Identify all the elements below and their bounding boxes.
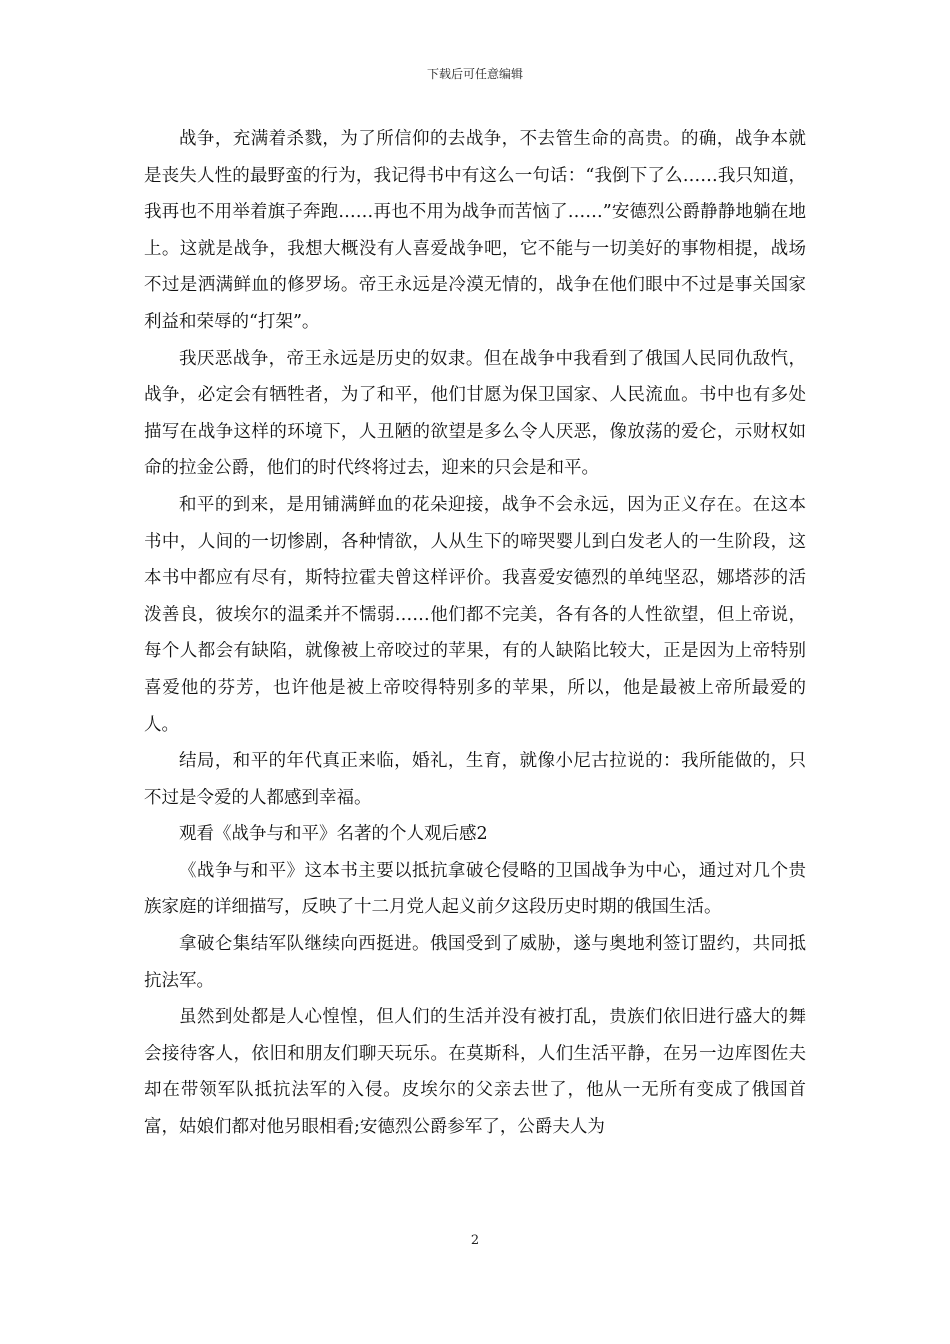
paragraph-1: 战争，充满着杀戮，为了所信仰的去战争，不去管生命的高贵。的确，战争本就是丧失人性的最野蛮的行为，我记得书中有这么一句话：“我倒下了么……我只知道，我再也不用举着旗子奔跑……再也不用为战争而苦恼了……”安德烈公爵静静地躺在地上。这就是战争，我想大概没有人喜爱战争吧，它不能与一切美好的事物相提，战场不过是洒满鲜血的修罗场。帝王永远是冷漠无情的，战争在他们眼中不过是事关国家利益和荣辱的“打架”。 [144,129,806,332]
paragraph-2: 我厌恶战争，帝王永远是历史的奴隶。但在战争中我看到了俄国人民同仇敌忾，战争，必定会有牺牲者，为了和平，他们甘愿为保卫国家、人民流血。书中也有多处描写在战争这样的环境下，人丑陋的欲望是多么令人厌恶，像放荡的爱仑，示财权如命的拉金公爵，他们的时代终将过去，迎来的只会是和平。 [144,348,806,479]
page-header: 下载后可任意编辑 [426,67,523,81]
document-body [144,121,806,1146]
paragraph-4: 结局，和平的年代真正来临，婚礼，生育，就像小尼古拉说的：我所能做的，只不过是令爱的人都感到幸福。 [144,751,806,808]
section-title: 观看《战争与和平》名著的个人观后感2 [179,824,488,845]
page-number: 2 [470,1233,480,1248]
paragraph-6: 拿破仑集结军队继续向西挺进。俄国受到了威胁，遂与奥地利签订盟约，共同抵抗法军。 [144,934,806,991]
paragraph-5: 《战争与和平》这本书主要以抵抗拿破仑侵略的卫国战争为中心，通过对几个贵族家庭的详细描写，反映了十二月党人起义前夕这段历史时期的俄国生活。 [144,860,806,918]
paragraph-3: 和平的到来，是用铺满鲜血的花朵迎接，战争不会永远，因为正义存在。在这本书中，人间的一切惨剧，各种情欲，人从生下的啼哭婴儿到白发老人的一生阶段，这本书中都应有尽有，斯特拉霍夫曾这样评价。我喜爱安德烈的单纯坚忍，娜塔莎的活泼善良，彼埃尔的温柔并不懦弱……他们都不完美，各有各的人性欲望，但上帝说，每个人都会有缺陷，就像被上帝咬过的苹果，有的人缺陷比较大，正是因为上帝特别喜爱他的芬芳，也许他是被上帝咬得特别多的苹果，所以，他是最被上帝所最爱的人。 [144,494,806,735]
paragraph-7: 虽然到处都是人心惶惶，但人们的生活并没有被打乱，贵族们依旧进行盛大的舞会接待客人，依旧和朋友们聊天玩乐。在莫斯科，人们生活平静，在另一边库图佐夫却在带领军队抵抗法军的入侵。皮埃尔的父亲去世了，他从一无所有变成了俄国首富，姑娘们都对他另眼相看;安德烈公爵参军了，公爵夫人为 [144,1007,806,1138]
